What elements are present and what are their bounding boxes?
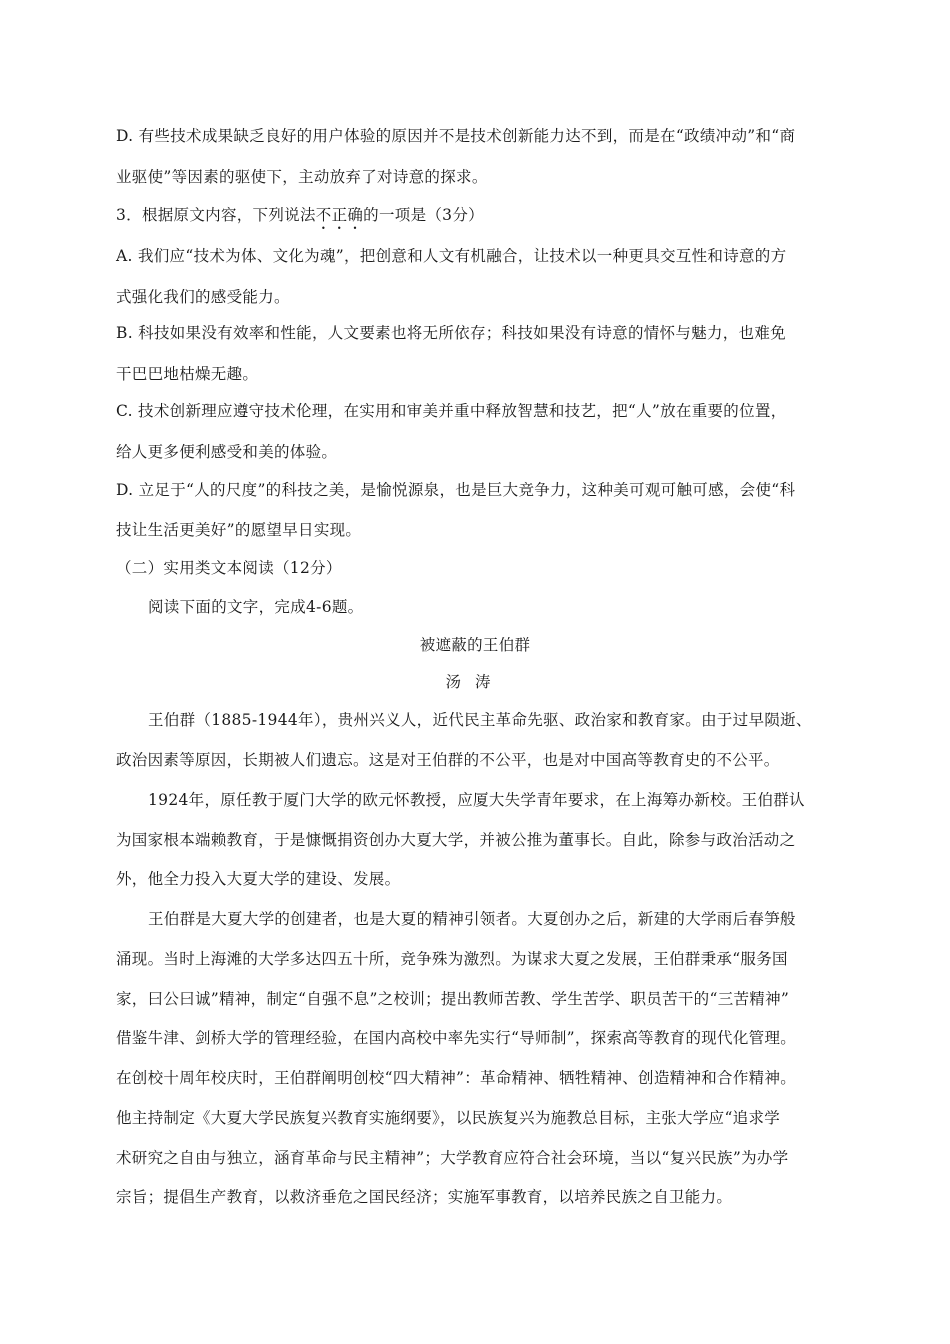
- q3-option-c-line1: C. 技术创新理应遵守技术伦理，在实用和审美并重中释放智慧和技艺，把“人”放在重要的位置，: [116, 402, 787, 420]
- q2-option-d-line2: 业驱使”等因素的驱使下，主动放弃了对诗意的探求。: [116, 168, 488, 186]
- section-instruction: 阅读下面的文字，完成4-6题。: [148, 598, 364, 616]
- p2-line1: 1924年，原任教于厦门大学的欧元怀教授，应厦大失学青年要求，在上海筹办新校。王伯群认: [148, 791, 805, 809]
- p3-line2: 涌现。当时上海滩的大学多达四五十所，竞争殊为激烈。为谋求大夏之发展，王伯群秉承“服务国: [116, 950, 788, 968]
- p1-line1: 王伯群（1885-1944年），贵州兴义人，近代民主革命先驱、政治家和教育家。由于过早陨逝、: [148, 711, 812, 729]
- article-author: 汤涛: [445, 673, 505, 691]
- article-title: 被遮蔽的王伯群: [419, 636, 531, 654]
- q3-option-c-line2: 给人更多便利感受和美的体验。: [116, 443, 338, 461]
- q3-stem: [116, 205, 484, 233]
- p2-line3: 外，他全力投入大夏大学的建设、发展。: [116, 870, 401, 888]
- p3-line1: 王伯群是大夏大学的创建者，也是大夏的精神引领者。大夏创办之后，新建的大学雨后春笋般: [148, 910, 796, 928]
- p3-line7: 术研究之自由与独立，涵育革命与民主精神”；大学教育应符合社会环境，当以“复兴民族”为办学: [116, 1149, 789, 1167]
- q3-option-b-line1: B. 科技如果没有效率和性能，人文要素也将无所依存；科技如果没有诗意的情怀与魅力，也难免: [116, 324, 786, 342]
- q2-option-d-line1: D. 有些技术成果缺乏良好的用户体验的原因并不是技术创新能力达不到，而是在“政绩冲动”和“商: [116, 127, 796, 145]
- p1-line2: 政治因素等原因，长期被人们遗忘。这是对王伯群的不公平，也是对中国高等教育史的不公平。: [116, 751, 780, 769]
- q3-option-d-line2: 技让生活更美好”的愿望早日实现。: [116, 521, 362, 539]
- p3-line5: 在创校十周年校庆时，王伯群阐明创校“四大精神”：革命精神、牺牲精神、创造精神和合作精神。: [116, 1069, 797, 1087]
- q3-option-a-line2: 式强化我们的感受能力。: [116, 288, 290, 306]
- p3-line6: 他主持制定《大夏大学民族复兴教育实施纲要》，以民族复兴为施教总目标，主张大学应“追求学: [116, 1109, 781, 1127]
- q3-option-a-line1: A. 我们应“技术为体、文化为魂”，把创意和人文有机融合，让技术以一种更具交互性和诗意的方: [116, 247, 787, 265]
- p3-line8: 宗旨；提倡生产教育，以救济垂危之国民经济；实施军事教育，以培养民族之自卫能力。: [116, 1188, 733, 1206]
- p3-line4: 借鉴牛津、剑桥大学的管理经验，在国内高校中率先实行“导师制”，探索高等教育的现代化管理。: [116, 1029, 797, 1047]
- p3-line3: 家，曰公曰诚”精神，制定“自强不息”之校训；提出教师苦教、学生苦学、职员苦干的“三苦精神”: [116, 990, 790, 1008]
- q3-stem-suffix: 的一项是（3分）: [363, 206, 484, 224]
- q3-option-b-line2: 干巴巴地枯燥无趣。: [116, 365, 259, 383]
- q3-option-d-line1: D. 立足于“人的尺度”的科技之美，是愉悦源泉，也是巨大竞争力，这种美可观可触可感，会使“科: [116, 481, 796, 499]
- section-heading: （二）实用类文本阅读（12分）: [116, 559, 342, 577]
- p2-line2: 为国家根本端赖教育，于是慷慨捐资创办大夏大学，并被公推为董事长。自此，除参与政治活动之: [116, 831, 796, 849]
- q3-stem-prefix: 3．根据原文内容，下列说法: [116, 206, 316, 224]
- q3-stem-emphasis: 不正确: [315, 206, 364, 224]
